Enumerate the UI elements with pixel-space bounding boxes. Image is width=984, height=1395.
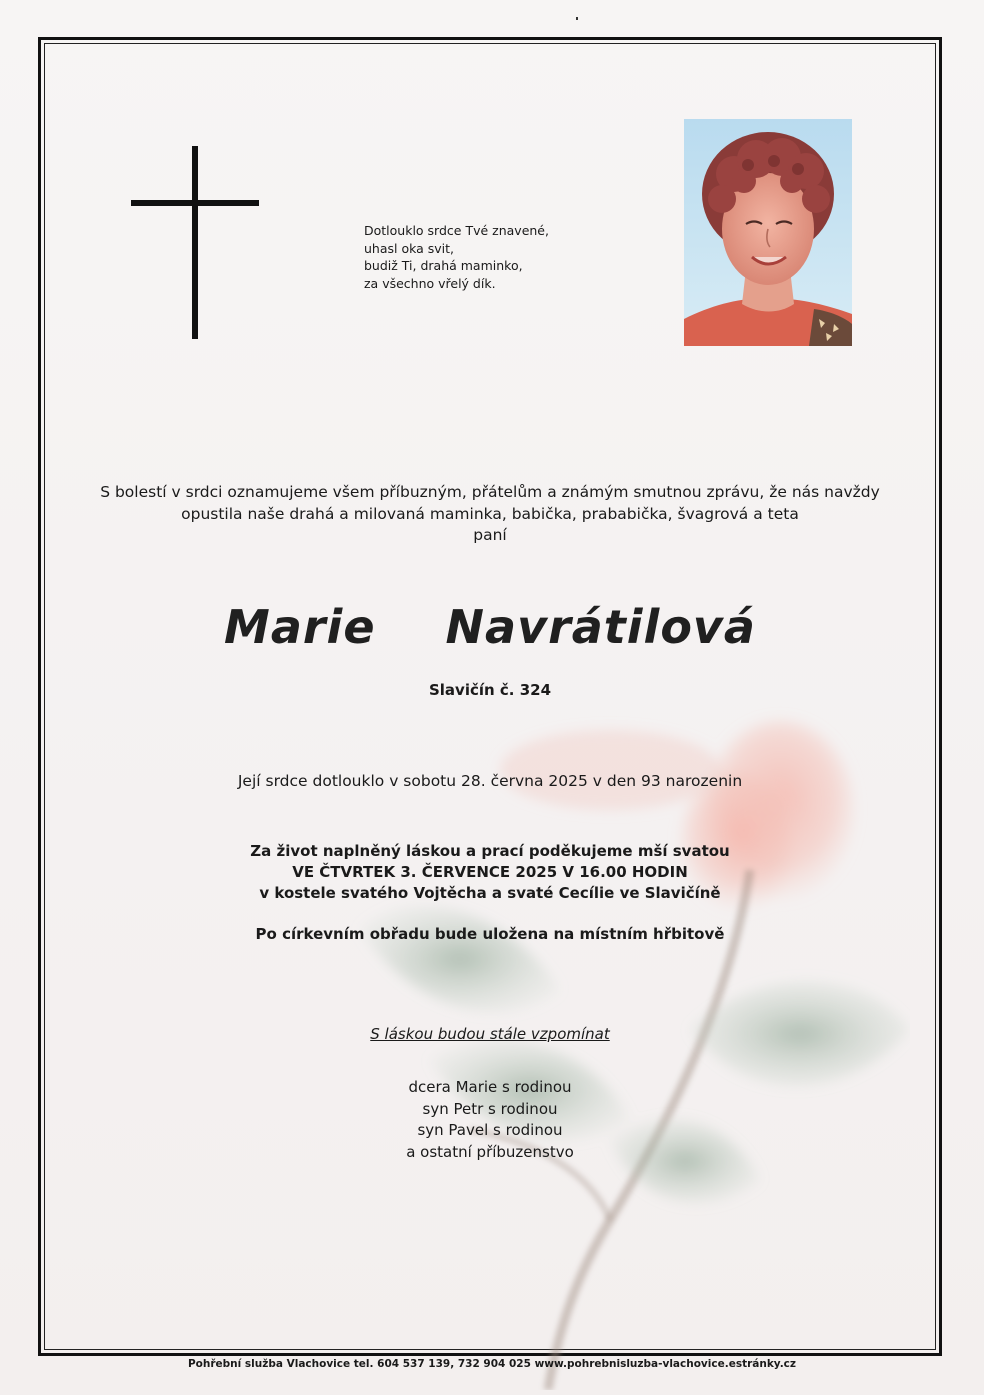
poem: [364, 222, 604, 292]
deceased-address: Slavičín č. 324: [428, 681, 552, 699]
family-member: syn Pavel s rodinou: [417, 1121, 563, 1139]
ceremony-line: VE ČTVRTEK 3. ČERVENCE 2025 V 16.00 HODIN: [292, 863, 688, 881]
poem-line: za všechno vřelý dík.: [364, 275, 496, 291]
portrait-photo: [684, 119, 852, 346]
funeral-service-footer: Pohřební služba Vlachovice tel. 604 537 139, 732 904 025 www.pohrebnisluzba-vlachovice.estránky.cz: [187, 1358, 797, 1370]
poem-line: budiž Ti, drahá maminko,: [364, 258, 523, 273]
ceremony-info: [44, 841, 936, 904]
announcement-line: opustila naše drahá a milovaná maminka, babička, prababička, švagrová a teta: [181, 504, 799, 523]
burial-info: Po církevním obřadu bude uložena na místním hřbitově: [255, 925, 725, 943]
ceremony-line: v kostele svatého Vojtěcha a svaté Cecílie ve Slavičíně: [259, 884, 721, 902]
scan-speck: [576, 17, 578, 20]
family-member: syn Petr s rodinou: [422, 1099, 558, 1118]
poem-line: uhasl oka svit,: [364, 240, 455, 256]
death-notice: Její srdce dotlouklo v sobotu 28. června 2025 v den 93 narozenin: [237, 772, 743, 790]
cross-icon: [131, 146, 259, 339]
announcement-line: S bolestí v srdci oznamujeme všem příbuzným, přátelům a známým smutnou zprávu, že nás navždy: [100, 483, 880, 501]
family-member: dcera Marie s rodinou: [408, 1078, 572, 1096]
poem-line: Dotlouklo srdce Tvé znavené,: [364, 223, 549, 238]
announcement-line: paní: [473, 526, 507, 544]
announcement: [44, 482, 936, 547]
ceremony-line: Za život naplněný láskou a prací poděkujeme mší svatou: [250, 842, 730, 860]
family-list: [44, 1077, 936, 1163]
remembrance-heading: S láskou budou stále vzpomínat: [370, 1025, 610, 1043]
rose-decoration: [310, 700, 910, 1390]
family-member: a ostatní příbuzenstvo: [406, 1142, 574, 1161]
deceased-name: Marie Navrátilová: [224, 600, 756, 654]
